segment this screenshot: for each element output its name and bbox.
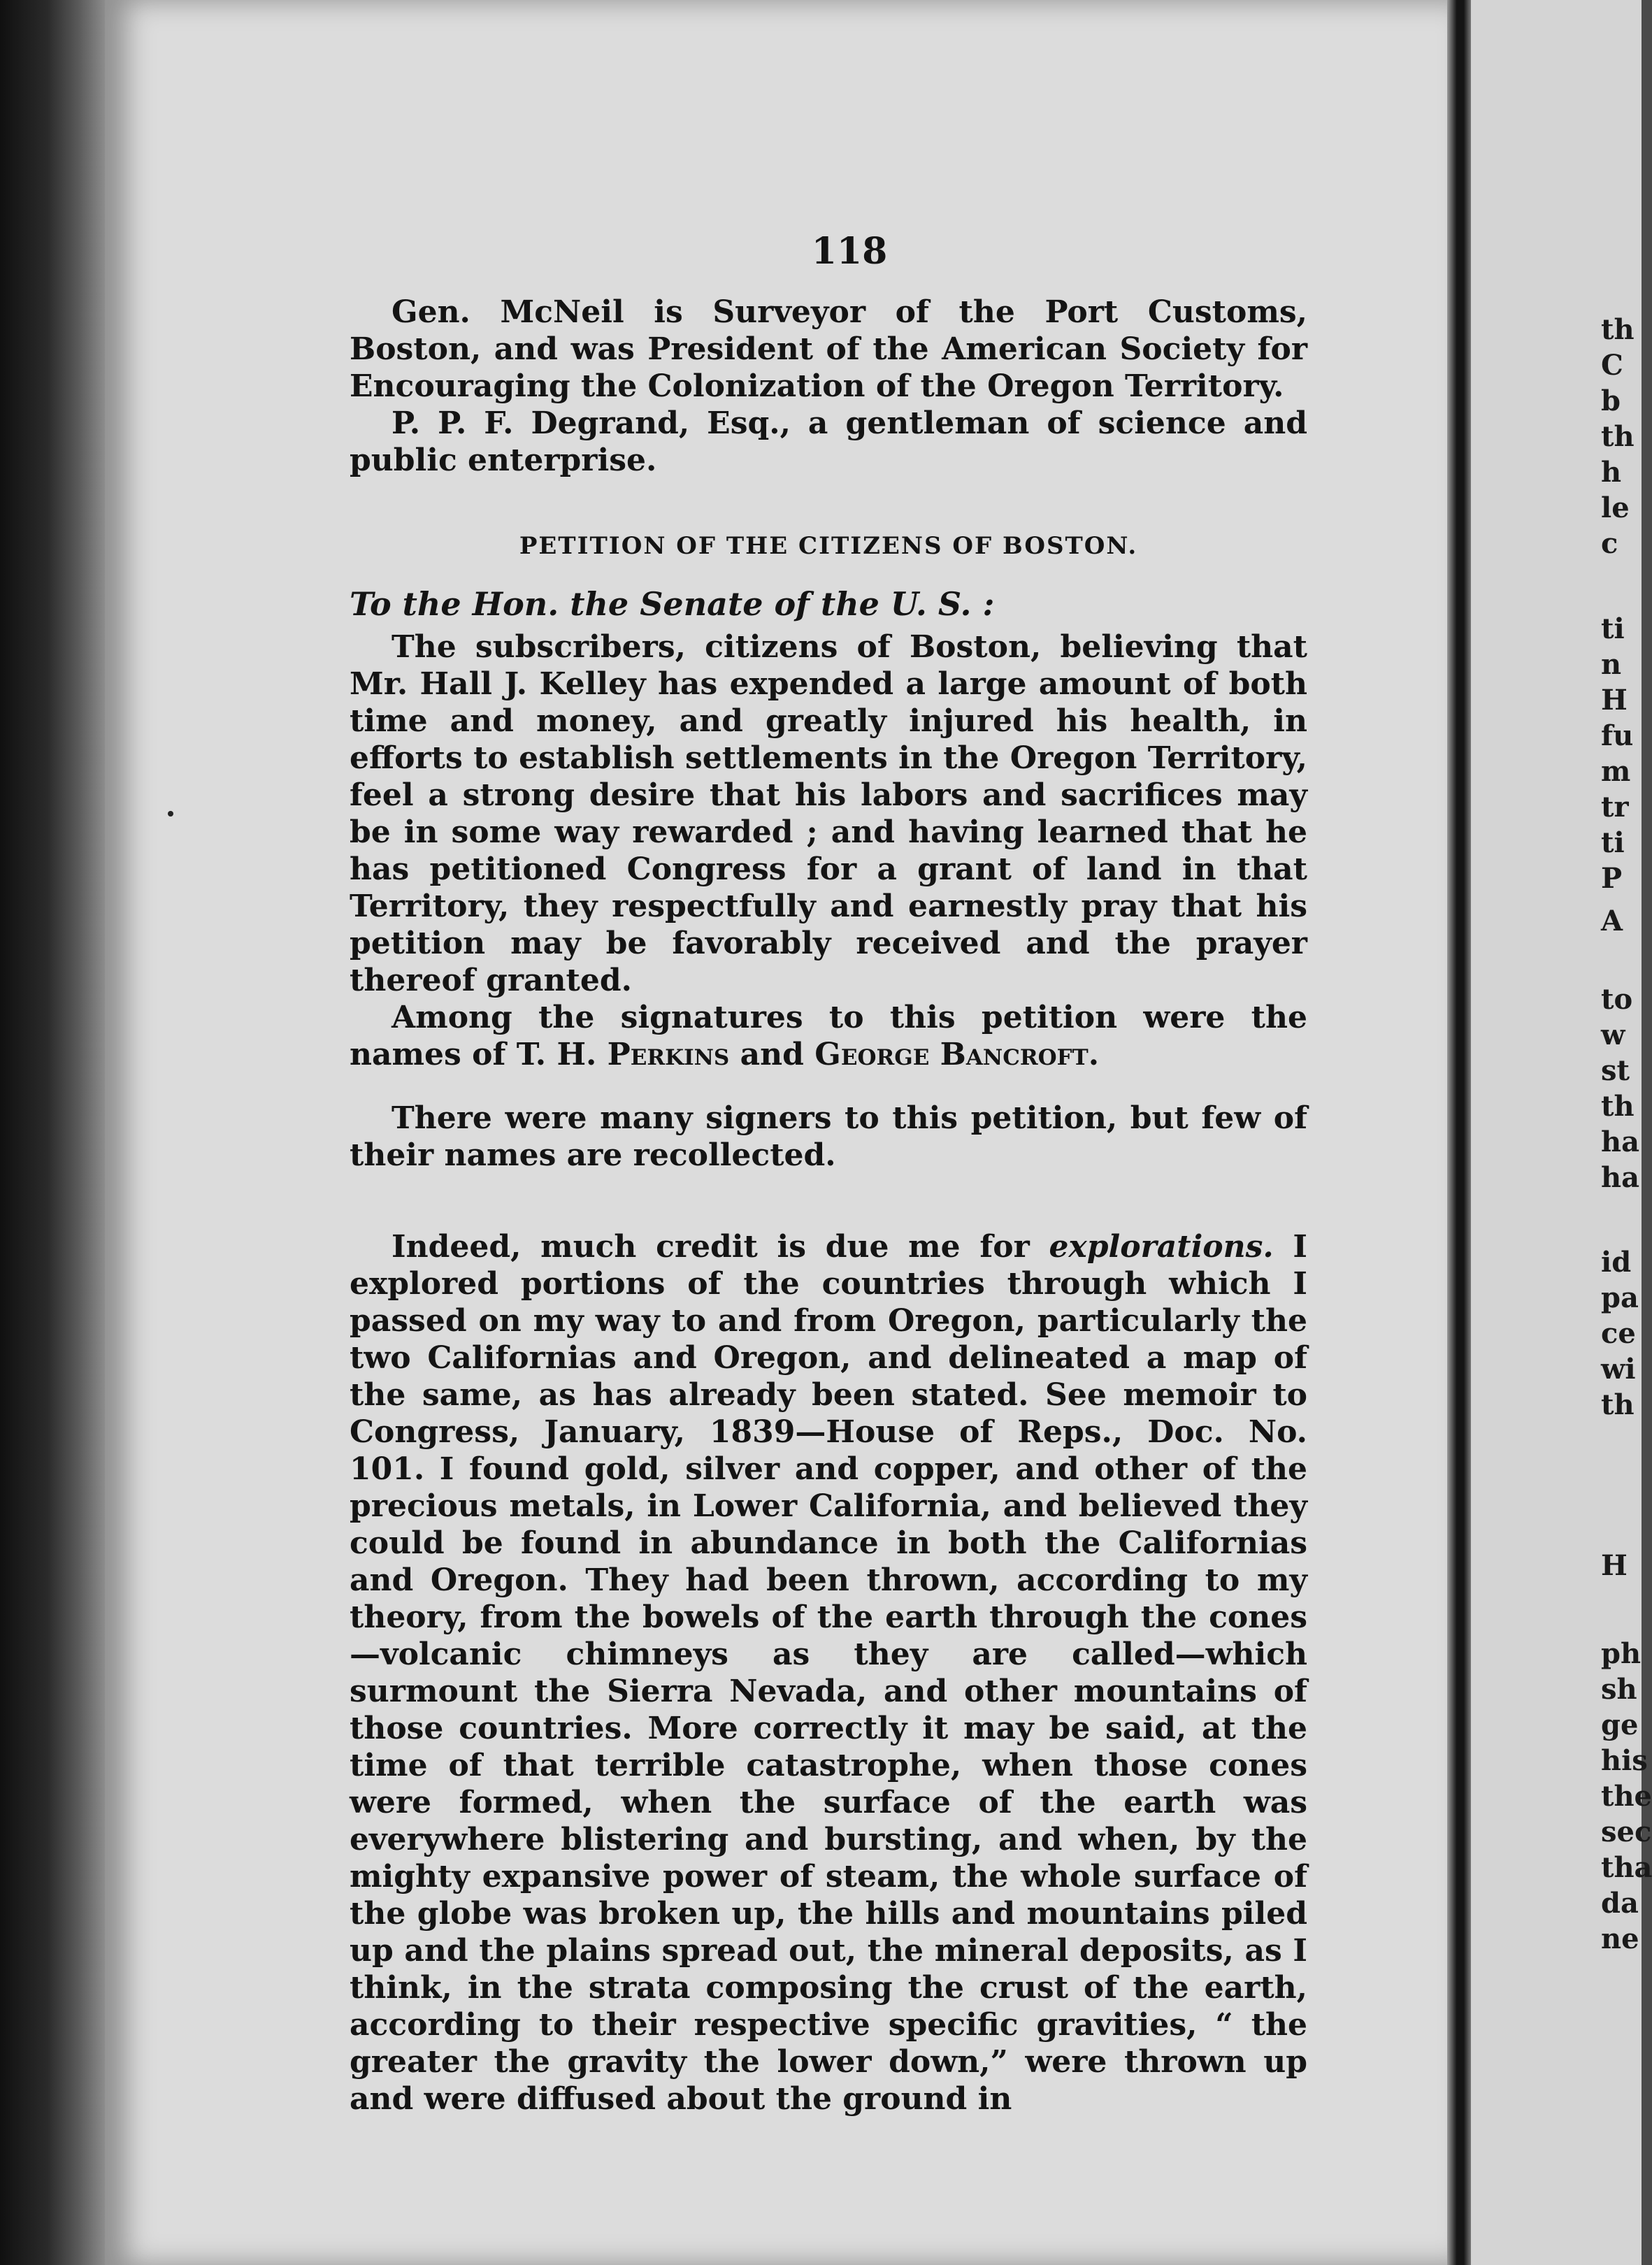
signer-perkins: Perkins: [607, 1037, 730, 1072]
fragment: the: [1601, 1780, 1652, 1813]
fragment: H: [1601, 684, 1628, 717]
fragment: P: [1601, 862, 1623, 895]
fragment: his: [1601, 1744, 1648, 1777]
degrand-paragraph: P. P. F. Degrand, Esq., a gentleman of science and public enterprise.: [350, 405, 1307, 478]
signatures-text-before: Among the signatures to this petition were the names of T. H.: [350, 1000, 1307, 1072]
fragment: pa: [1601, 1281, 1639, 1314]
fragment: b: [1601, 384, 1621, 417]
fragment: ti: [1601, 826, 1625, 859]
page-text: [350, 224, 1307, 2117]
fragment: ne: [1601, 1922, 1639, 1955]
fragment: h: [1601, 456, 1622, 489]
explorations-text-after: I explored portions of the countries through which I passed on my way to and from Oregon, particularly the two Californias and Oregon, and delineated a map of the same, as has already been stated. See memoir to Congress, January, 1839—House of Reps., Doc. No. 101. I found gold, silver and copper, and other of the precious metals, in Lower California, and believed they could be found in abundance in both the Californias and Oregon. They had been thrown, according to my theory, from the bowels of the earth through the cones—volcanic chimneys as they are called—which surmount the Sierra Nevada, and other mountains of those countries. More correctly it may be said, at the time of that terrible catastrophe, when those cones were formed, when the surface of the earth was everywhere blistering and bursting, and when, by the mighty expansive power of steam, the whole surface of the globe was broken up, the hills and mountains piled up and the plains spread out, the mineral deposits, as I think, in the strata composing the crust of the earth, according to their respective specific gravities, “ the greater the gravity the lower down,” were thrown up and were diffused about the ground in: [350, 1229, 1307, 2117]
fragment: th: [1601, 313, 1635, 346]
fragment: th: [1601, 420, 1635, 453]
fragment: tha: [1601, 1851, 1652, 1884]
fragment: H: [1601, 1549, 1628, 1582]
fragment: th: [1601, 1090, 1635, 1123]
fragment: tr: [1601, 791, 1629, 824]
fragment: ph: [1601, 1637, 1642, 1670]
fragment: c: [1601, 527, 1618, 560]
explorations-paragraph: [350, 1228, 1307, 2117]
signer-bancroft: George Bancroft: [814, 1037, 1089, 1072]
fragment: sh: [1601, 1673, 1637, 1706]
fragment: sec: [1601, 1815, 1652, 1848]
fragment: ti: [1601, 612, 1625, 645]
fragment: m: [1601, 755, 1631, 788]
fragment: le: [1601, 491, 1630, 524]
fragment: th: [1601, 1388, 1635, 1421]
fragment: ge: [1601, 1709, 1639, 1741]
ink-speck: [168, 811, 173, 817]
petition-heading: PETITION OF THE CITIZENS OF BOSTON.: [519, 532, 1138, 560]
petition-body: The subscribers, citizens of Boston, believing that Mr. Hall J. Kelley has expended a large amount of both time and money, and greatly injured his health, in efforts to establish settlements in the Oregon Territory, feel a strong desire that his labors and sacrifices may be in some way rewarded ; and having learned that he has petitioned Congress for a grant of land in that Territory, they respectfully and earnestly pray that his petition may be favorably received and the prayer thereof granted.: [350, 629, 1307, 998]
fragment: C: [1601, 349, 1623, 382]
scan-left-edge: [0, 0, 105, 2265]
explorations-text-before: Indeed, much credit is due me for: [392, 1229, 1030, 1265]
explorations-emphasis: explorations.: [1049, 1229, 1274, 1265]
fragment: ce: [1601, 1317, 1636, 1350]
fragment: ha: [1601, 1126, 1639, 1158]
page-number: 118: [811, 230, 888, 273]
signatures-text-after: .: [1088, 1037, 1100, 1072]
petition-address: To the Hon. the Senate of the U. S. :: [350, 585, 995, 623]
mcneil-paragraph: Gen. McNeil is Surveyor of the Port Customs, Boston, and was President of the American Society for Encouraging the Colonization of the Oregon Territory.: [350, 294, 1307, 404]
signatures-text-and: and: [740, 1037, 804, 1072]
fragment: w: [1601, 1019, 1625, 1051]
fragment: ha: [1601, 1161, 1639, 1194]
fragment: to: [1601, 983, 1633, 1016]
fragment: id: [1601, 1246, 1632, 1279]
fragment: n: [1601, 648, 1622, 681]
fragment: A: [1601, 905, 1623, 937]
fragment: st: [1601, 1054, 1630, 1087]
signers-paragraph: There were many signers to this petition, but few of their names are recollected.: [350, 1100, 1307, 1173]
fragment: fu: [1601, 719, 1634, 752]
book-gutter: [1447, 0, 1471, 2265]
fragment: da: [1601, 1887, 1639, 1920]
signatures-paragraph: [350, 999, 1307, 1073]
fragment: wi: [1601, 1353, 1636, 1386]
